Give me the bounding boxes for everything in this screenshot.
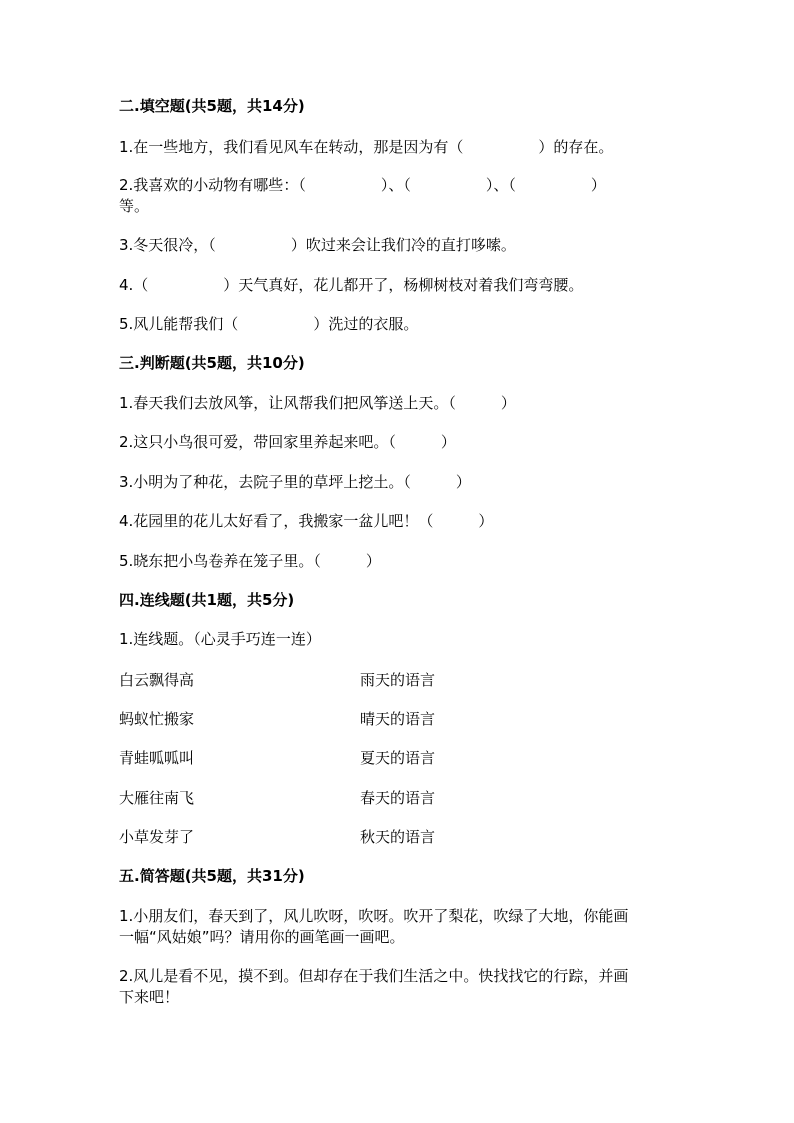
true-false-question-4: 4.花园里的花儿太好看了，我搬家一盆儿吧！（ ） [119,512,494,530]
fill-blank-question-3: 3.冬天很冷，（ ）吹过来会让我们冷的直打哆嗦。 [119,236,516,254]
section-heading-matching: 四.连线题(共1题，共5分) [119,591,295,609]
matching-right-item: 夏天的语言 [360,749,436,767]
true-false-question-1: 1.春天我们去放风筝，让风帮我们把风筝送上天。（ ） [119,394,516,412]
short-answer-question-1-line-2: 一幅“风姑娘”吗？请用你的画笔画一画吧。 [119,928,405,946]
matching-left-item: 大雁往南飞 [119,789,195,807]
section-heading-fill-blank: 二.填空题(共5题，共14分) [119,97,305,115]
section-heading-short-answer: 五.简答题(共5题，共31分) [119,867,305,885]
fill-blank-question-2-line-2: 等。 [119,197,150,215]
matching-question-1: 1.连线题。（心灵手巧连一连） [119,630,321,648]
matching-right-item: 晴天的语言 [360,710,436,728]
matching-left-item: 白云飘得高 [119,671,195,689]
true-false-question-5: 5.晓东把小鸟卷养在笼子里。（ ） [119,552,381,570]
true-false-question-2: 2.这只小鸟很可爱，带回家里养起来吧。（ ） [119,433,456,451]
short-answer-question-2-line-2: 下来吧！ [119,988,180,1006]
short-answer-question-1-line-1: 1.小朋友们，春天到了，风儿吹呀，吹呀。吹开了梨花，吹绿了大地，你能画 [119,907,629,925]
section-heading-true-false: 三.判断题(共5题，共10分) [119,354,305,372]
matching-right-item: 雨天的语言 [360,671,436,689]
fill-blank-question-5: 5.风儿能帮我们（ ）洗过的衣服。 [119,315,419,333]
true-false-question-3: 3.小明为了种花，去院子里的草坪上挖土。（ ） [119,473,471,491]
matching-right-item: 秋天的语言 [360,828,436,846]
fill-blank-question-2-line-1: 2.我喜欢的小动物有哪些：（ ）、（ ）、（ ） [119,176,606,194]
matching-left-item: 小草发芽了 [119,828,195,846]
fill-blank-question-4: 4.（ ）天气真好，花儿都开了，杨柳树枝对着我们弯弯腰。 [119,276,584,294]
short-answer-question-2-line-1: 2.风儿是看不见，摸不到。但却存在于我们生活之中。快找找它的行踪，并画 [119,967,629,985]
fill-blank-question-1: 1.在一些地方，我们看见风车在转动，那是因为有（ ）的存在。 [119,138,614,156]
matching-right-item: 春天的语言 [360,789,436,807]
matching-left-item: 青蛙呱呱叫 [119,749,195,767]
matching-left-item: 蚂蚁忙搬家 [119,710,195,728]
